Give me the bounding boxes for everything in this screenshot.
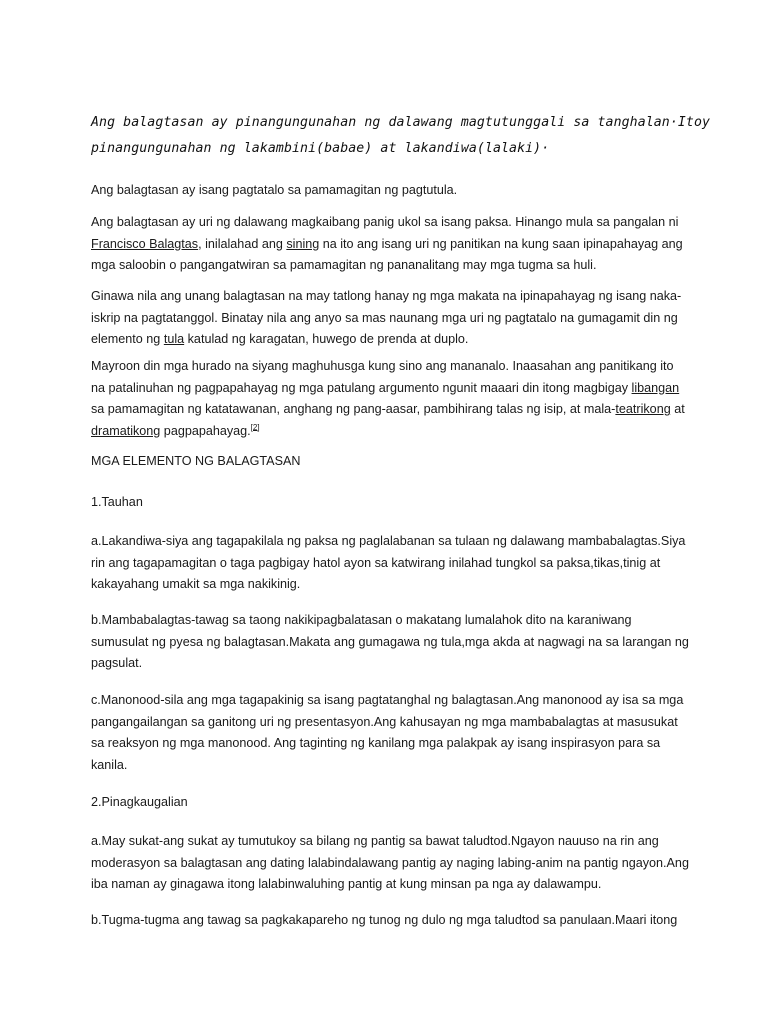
- heading-line-1: Ang balagtasan ay pinangungunahan ng dalawang magtutunggali sa tanghalan·Itoy: [91, 115, 711, 130]
- reference-2-link[interactable]: [2]: [250, 422, 260, 432]
- item-1c-manonood: c.Manonood-sila ang mga tagapakinig sa isang pagtatanghal ng balagtasan.Ang manonood ay isa sa mga pangangailangan sa ganitong uri ng presentasyon.Ang kahusayan ng mga mambabalagtas at masusukat sa reaksyon ng mga manonood. Ang taginting ng kanilang mga palakpak ay isang inspirasyon para sa kanila.: [91, 693, 684, 772]
- document-heading: [91, 110, 711, 162]
- link-libangan[interactable]: libangan: [631, 380, 680, 395]
- item-1a-lakandiwa: a.Lakandiwa-siya ang tagapakilala ng paksa ng paglalabanan sa tulaan ng dalawang mambabalagtas.Siya rin ang tagapamagitan o taga pagbigay hatol ayon sa katwirang inilahad tungkol sa paksa,tikas,tinig at kakayahang umakit sa mga nakikinig.: [91, 534, 686, 591]
- item-2b-tugma: b.Tugma-tugma ang tawag sa pagkakapareho ng tunog ng dulo ng mga taludtod sa panulaan.Maari itong: [91, 913, 678, 927]
- link-dramatikong[interactable]: dramatikong: [91, 423, 161, 438]
- paragraph-judges: Mayroon din mga hurado na siyang maghuhusga kung sino ang mananalo. Inaasahan ang panitikang ito na patalinuhan ng pagpapahayag ng mga patulang argumento ngunit maaari din itong magbigay libangan sa pamamagitan ng katatawanan, anghang ng pang-aasar, pambihirang talas ng isip, at mala-teatrikong at dramatikong pagpapahayag.[2]: [91, 359, 685, 438]
- item-1-title: 1.Tauhan: [91, 495, 143, 509]
- item-2a-sukat: a.May sukat-ang sukat ay tumutukoy sa bilang ng pantig sa bawat taludtod.Ngayon nauuso na rin ang moderasyon sa balagtasan ang dating lalabindalawang pantig ay naging labing-anim na pantig ngayon.Ang iba naman ay ginagawa itong lalabinwaluhing pantig at kung minsan pa nga ay dalawampu.: [91, 834, 689, 891]
- section-title-elements: MGA ELEMENTO NG BALAGTASAN: [91, 454, 301, 468]
- paragraph-origin: Ang balagtasan ay uri ng dalawang magkaibang panig ukol sa isang paksa. Hinango mula sa pangalan ni Francisco Balagtas, inilalahad ang sining na ito ang isang uri ng panitikan na kung saan ipinapahayag ang mga saloobin o pangangatwiran sa pamamagitan ng pananalitang may mga tugma sa huli.: [91, 215, 683, 272]
- item-2-title: 2.Pinagkaugalian: [91, 795, 188, 809]
- item-1b-mambabalagtas: b.Mambabalagtas-tawag sa taong nakikipagbalatasan o makatang lumalahok dito na karaniwang sumusulat ng pyesa ng balagtasan.Makata ang gumagawa ng tula,mga akda at nagwagi na sa larangan ng pagsulat.: [91, 613, 689, 670]
- link-sining[interactable]: sining: [286, 236, 320, 251]
- link-teatrikong[interactable]: teatrikong: [615, 402, 671, 416]
- heading-line-2: pinangungunahan ng lakambini(babae) at lakandiwa(lalaki)·: [91, 141, 550, 156]
- link-tula[interactable]: tula: [163, 332, 185, 346]
- paragraph-history: Ginawa nila ang unang balagtasan na may tatlong hanay ng mga makata na ipinapahayag ng isang naka-iskrip na pagtatanggol. Binatay nila ang anyo sa mas naunang mga uri ng pagtatalo na gumagamit din ng elemento ng tula katulad ng karagatan, huwego de prenda at duplo.: [91, 289, 682, 346]
- paragraph-definition: Ang balagtasan ay isang pagtatalo sa pamamagitan ng pagtutula.: [91, 183, 458, 197]
- link-francisco-balagtas[interactable]: Francisco Balagtas: [91, 236, 199, 251]
